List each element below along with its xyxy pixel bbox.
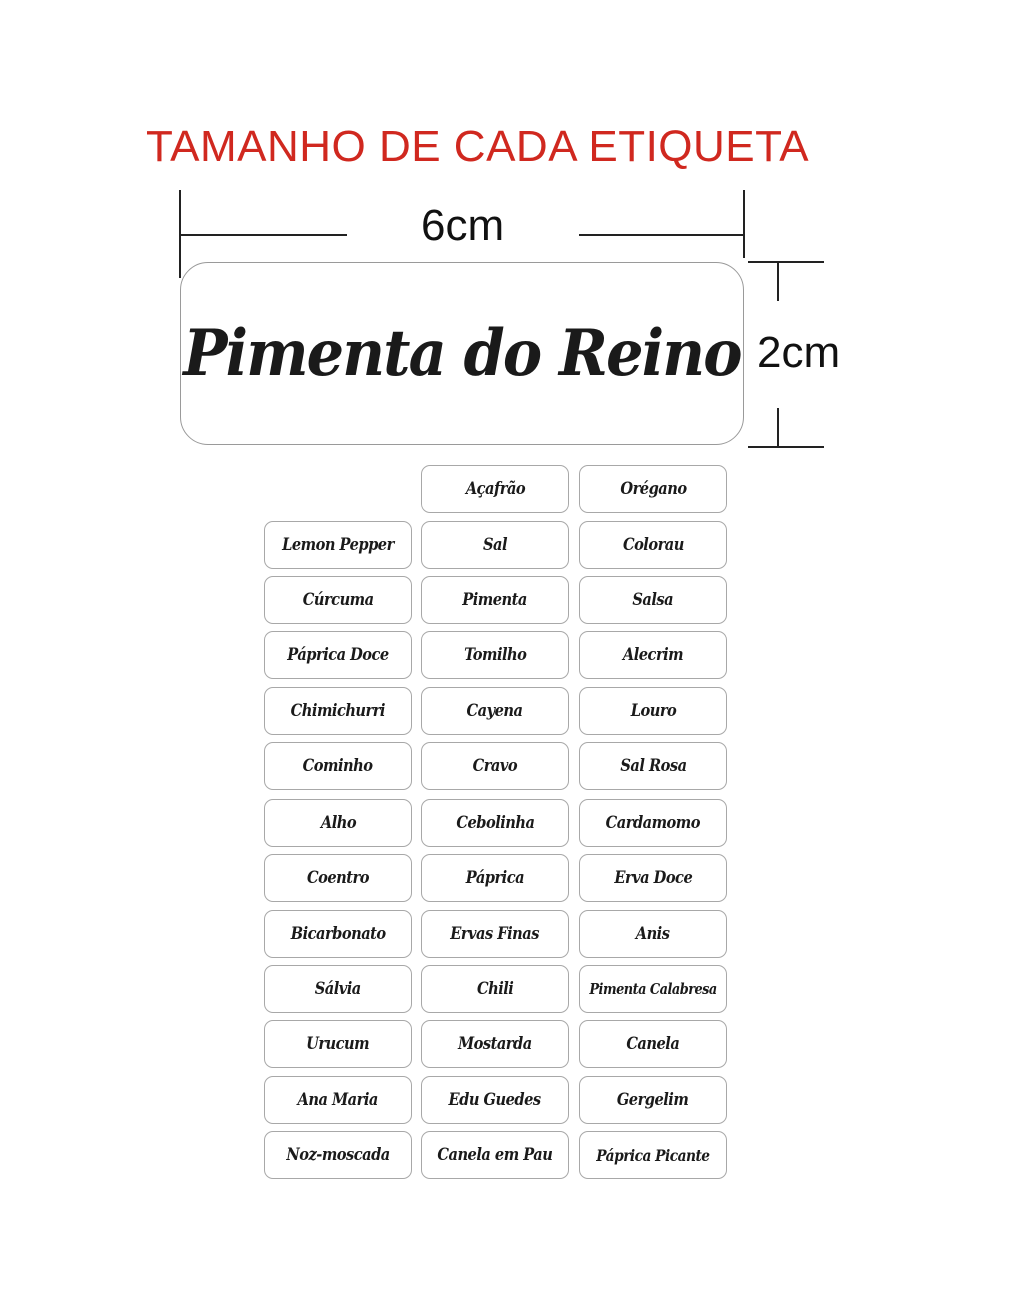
label-salsa: [579, 576, 727, 624]
width-dimension-right-line: [579, 234, 745, 236]
label-text: Ervas Finas: [450, 924, 540, 944]
label-paprica: [421, 854, 569, 902]
label-text: Chili: [476, 979, 514, 999]
label-text: Colorau: [622, 535, 684, 555]
label-pimenta-calabresa: [579, 965, 727, 1013]
label-coentro: [264, 854, 412, 902]
label-oregano: [579, 465, 727, 513]
label-paprica-picante: [579, 1131, 727, 1179]
label-text: Páprica Picante: [596, 1145, 710, 1165]
height-dimension-bottom-line: [777, 408, 779, 448]
label-text: Canela: [626, 1034, 680, 1054]
label-curcuma: [264, 576, 412, 624]
label-alho: [264, 799, 412, 847]
height-dimension-label: 2cm: [757, 328, 841, 377]
label-text: Páprica: [465, 868, 525, 888]
label-text: Pimenta Calabresa: [589, 980, 717, 998]
width-dimension-label: 6cm: [421, 201, 505, 250]
label-bicarbonato: [264, 910, 412, 958]
label-text: Cravo: [472, 756, 518, 776]
label-cayena: [421, 687, 569, 735]
label-text: Chimichurri: [290, 701, 386, 721]
label-text: Urucum: [306, 1034, 370, 1054]
label-lemon-pepper: [264, 521, 412, 569]
label-text: Ana Maria: [297, 1090, 379, 1110]
label-text: Sal: [482, 535, 508, 555]
label-text: Açafrão: [465, 479, 525, 499]
label-noz-moscada: [264, 1131, 412, 1179]
sample-label-text: Pimenta do Reino: [183, 316, 741, 391]
label-text: Cominho: [303, 756, 373, 776]
width-dimension-right-tick: [743, 190, 745, 258]
height-dimension-top-line: [777, 261, 779, 301]
width-dimension-left-line: [179, 234, 347, 236]
sample-label: [180, 262, 744, 445]
label-colorau: [579, 521, 727, 569]
label-chili: [421, 965, 569, 1013]
label-text: Louro: [630, 701, 676, 721]
label-tomilho: [421, 631, 569, 679]
label-canela-em-pau: [421, 1131, 569, 1179]
label-text: Salsa: [632, 590, 674, 610]
label-text: Tomilho: [463, 645, 527, 665]
label-text: Anis: [636, 924, 670, 944]
label-text: Canela em Pau: [437, 1145, 553, 1165]
label-erva-doce: [579, 854, 727, 902]
height-dimension-bottom-tick: [748, 446, 824, 448]
label-chimichurri: [264, 687, 412, 735]
label-text: Orégano: [619, 479, 687, 499]
height-dimension-top-tick: [748, 261, 824, 263]
label-text: Edu Guedes: [448, 1090, 542, 1110]
label-text: Páprica Doce: [287, 645, 389, 665]
label-ana-maria: [264, 1076, 412, 1124]
label-sal: [421, 521, 569, 569]
label-sal-rosa: [579, 742, 727, 790]
label-text: Coentro: [307, 868, 369, 888]
label-text: Cardamomo: [605, 813, 701, 833]
label-alecrim: [579, 631, 727, 679]
label-text: Cúrcuma: [302, 590, 374, 610]
label-acafrao: [421, 465, 569, 513]
label-text: Bicarbonato: [290, 924, 386, 944]
label-louro: [579, 687, 727, 735]
label-pimenta: [421, 576, 569, 624]
label-text: Cebolinha: [455, 813, 535, 833]
label-text: Pimenta: [462, 590, 528, 610]
label-text: Noz-moscada: [286, 1145, 390, 1165]
label-gergelim: [579, 1076, 727, 1124]
label-text: Sálvia: [314, 979, 362, 999]
label-cominho: [264, 742, 412, 790]
label-mostarda: [421, 1020, 569, 1068]
label-urucum: [264, 1020, 412, 1068]
label-text: Alho: [320, 813, 356, 833]
label-cebolinha: [421, 799, 569, 847]
label-text: Gergelim: [617, 1090, 689, 1110]
label-edu-guedes: [421, 1076, 569, 1124]
label-text: Lemon Pepper: [282, 535, 394, 555]
label-cardamomo: [579, 799, 727, 847]
label-text: Mostarda: [458, 1034, 532, 1054]
label-ervas-finas: [421, 910, 569, 958]
label-text: Cayena: [467, 701, 523, 721]
label-text: Erva Doce: [614, 868, 692, 888]
label-paprica-doce: [264, 631, 412, 679]
label-text: Sal Rosa: [619, 756, 687, 776]
label-anis: [579, 910, 727, 958]
label-text: Alecrim: [622, 645, 684, 665]
page-title: TAMANHO DE CADA ETIQUETA: [146, 122, 810, 171]
label-salvia: [264, 965, 412, 1013]
label-canela: [579, 1020, 727, 1068]
label-cravo: [421, 742, 569, 790]
